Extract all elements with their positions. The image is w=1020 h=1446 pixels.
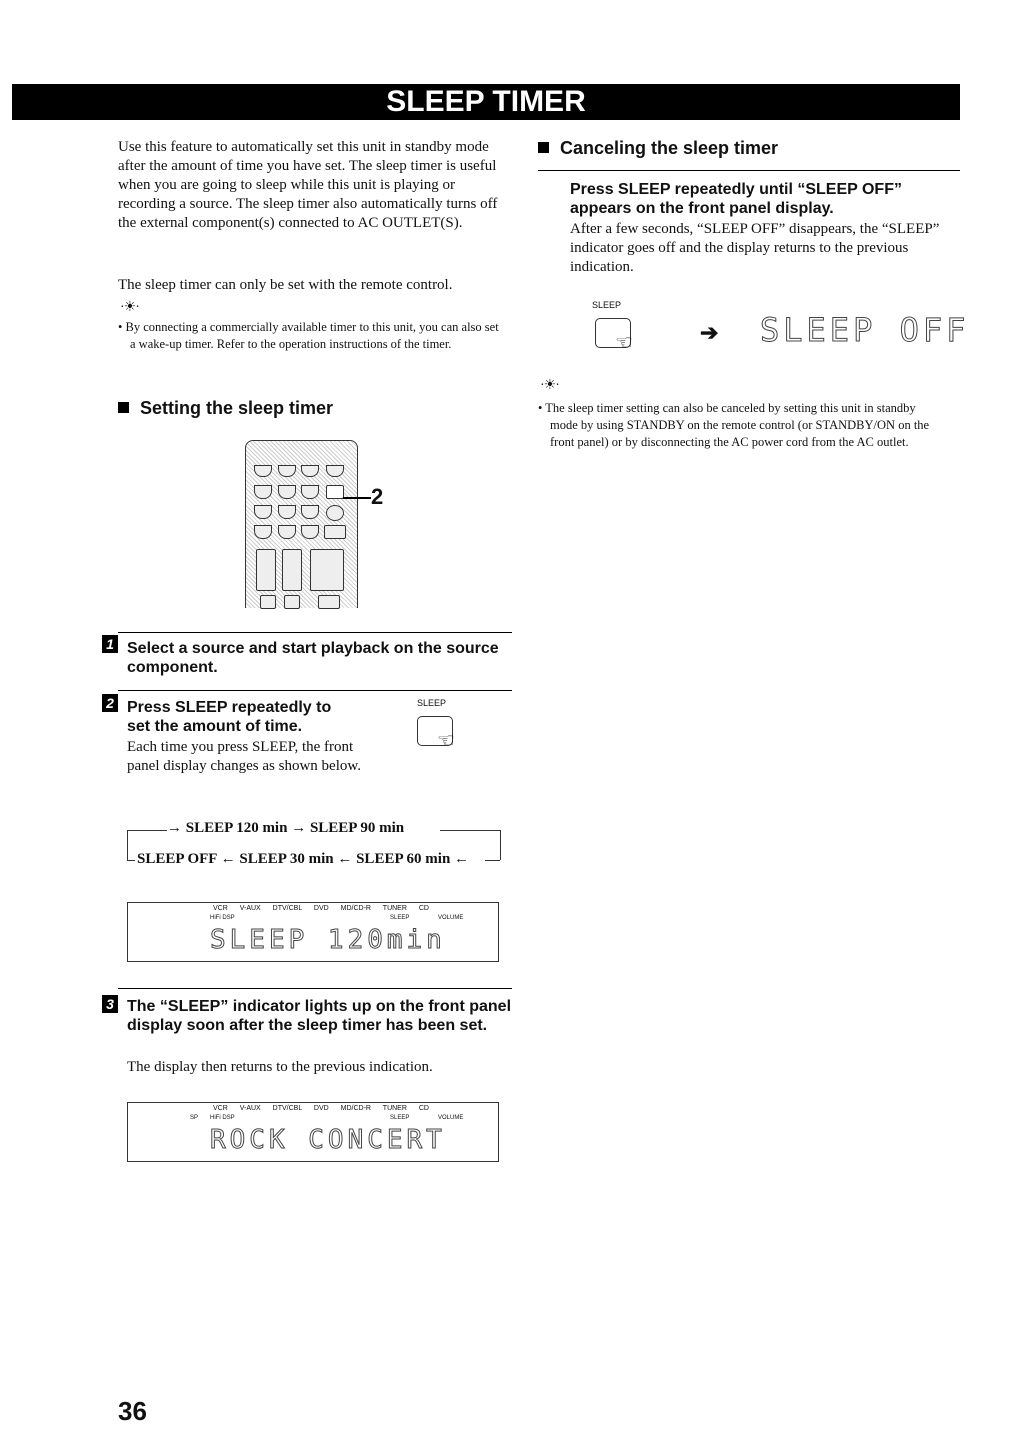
callout-number: 2 bbox=[371, 484, 384, 509]
step-1-title: Select a source and start playback on the source component. bbox=[127, 640, 499, 676]
front-panel-display-2 bbox=[127, 1102, 499, 1162]
sleep-button-highlight bbox=[326, 485, 344, 499]
step-number-2: 2 bbox=[102, 694, 118, 712]
pointing-hand-icon: ☜ bbox=[615, 332, 633, 354]
divider bbox=[118, 988, 512, 989]
sleep-button-label: SLEEP bbox=[592, 300, 622, 310]
sleep-button-label: SLEEP bbox=[417, 698, 447, 708]
canceling-heading: Canceling the sleep timer bbox=[538, 138, 778, 159]
volume-label: VOLUME bbox=[438, 915, 464, 921]
arrow-right-icon: ➔ bbox=[700, 320, 719, 345]
pointing-hand-icon: ☜ bbox=[437, 730, 455, 752]
display-indicators: VCR V-AUX DTV/CBL DVD MD/CD-R TUNER CD bbox=[213, 1105, 429, 1112]
display-indicators: VCR V-AUX DTV/CBL DVD MD/CD-R TUNER CD bbox=[213, 905, 429, 912]
step-number-1: 1 bbox=[102, 635, 118, 653]
lightbulb-icon: ·☀· bbox=[120, 300, 139, 315]
step-2-body: Each time you press SLEEP, the front panel display changes as shown below. bbox=[127, 739, 361, 774]
step-3-title: The “SLEEP” indicator lights up on the front panel display soon after the sleep timer has been set. bbox=[127, 998, 512, 1034]
sequence-row-2: SLEEP OFF ← SLEEP 30 min ← SLEEP 60 min ← bbox=[137, 851, 470, 867]
cancel-tip-text: • The sleep timer setting can also be canceled by setting this unit in standby mode by using STANDBY on the remote control (or STANDBY/ON on the front panel) or by disconnecting the AC power cord from the AC outlet. bbox=[538, 401, 930, 449]
lightbulb-icon: ·☀· bbox=[540, 378, 559, 393]
sp-label: SP bbox=[190, 1115, 199, 1121]
sleep-off-display: SLEEP OFF bbox=[760, 311, 970, 349]
intro-text: Use this feature to automatically set this unit in standby mode after the amount of time you have set. The sleep timer is useful when you are going to sleep while this unit is playing or recording a source. The sleep timer also automatically turns off the external component(s) connected to AC OUTLET(S). bbox=[118, 139, 498, 231]
cancel-body: After a few seconds, “SLEEP OFF” disappears, the “SLEEP” indicator goes off and the display returns to the previous indication. bbox=[570, 221, 940, 275]
step-2-title: Press SLEEP repeatedly to set the amount of time. bbox=[127, 699, 332, 735]
display-text: ROCK CONCERT bbox=[210, 1125, 446, 1155]
remote-only-note: The sleep timer can only be set with the remote control. bbox=[118, 277, 453, 293]
hifi-dsp-label: HiFi DSP bbox=[210, 1115, 235, 1121]
setting-heading: Setting the sleep timer bbox=[118, 398, 333, 419]
cancel-instruction: Press SLEEP repeatedly until “SLEEP OFF” appears on the front panel display. bbox=[570, 181, 902, 217]
volume-label: VOLUME bbox=[438, 1115, 464, 1121]
tip-text: • By connecting a commercially available timer to this unit, you can also set a wake-up timer. Refer to the operation instructions of the timer. bbox=[118, 320, 499, 351]
sleep-indicator: SLEEP bbox=[390, 1115, 410, 1121]
divider bbox=[118, 632, 512, 633]
divider bbox=[538, 170, 960, 171]
callout-line bbox=[343, 497, 371, 499]
step-number-3: 3 bbox=[102, 995, 118, 1013]
step-3-body: The display then returns to the previous indication. bbox=[127, 1059, 433, 1075]
sequence-row-1: → SLEEP 120 min → SLEEP 90 min bbox=[167, 820, 405, 836]
display-text: SLEEP 120min bbox=[210, 925, 446, 955]
hifi-dsp-label: HiFi DSP bbox=[210, 915, 235, 921]
page-title: SLEEP TIMER bbox=[12, 84, 960, 120]
divider bbox=[118, 690, 512, 691]
front-panel-display-1 bbox=[127, 902, 499, 962]
remote-control-illustration bbox=[245, 440, 358, 608]
sleep-indicator: SLEEP bbox=[390, 915, 410, 921]
page-number: 36 bbox=[118, 1396, 147, 1426]
